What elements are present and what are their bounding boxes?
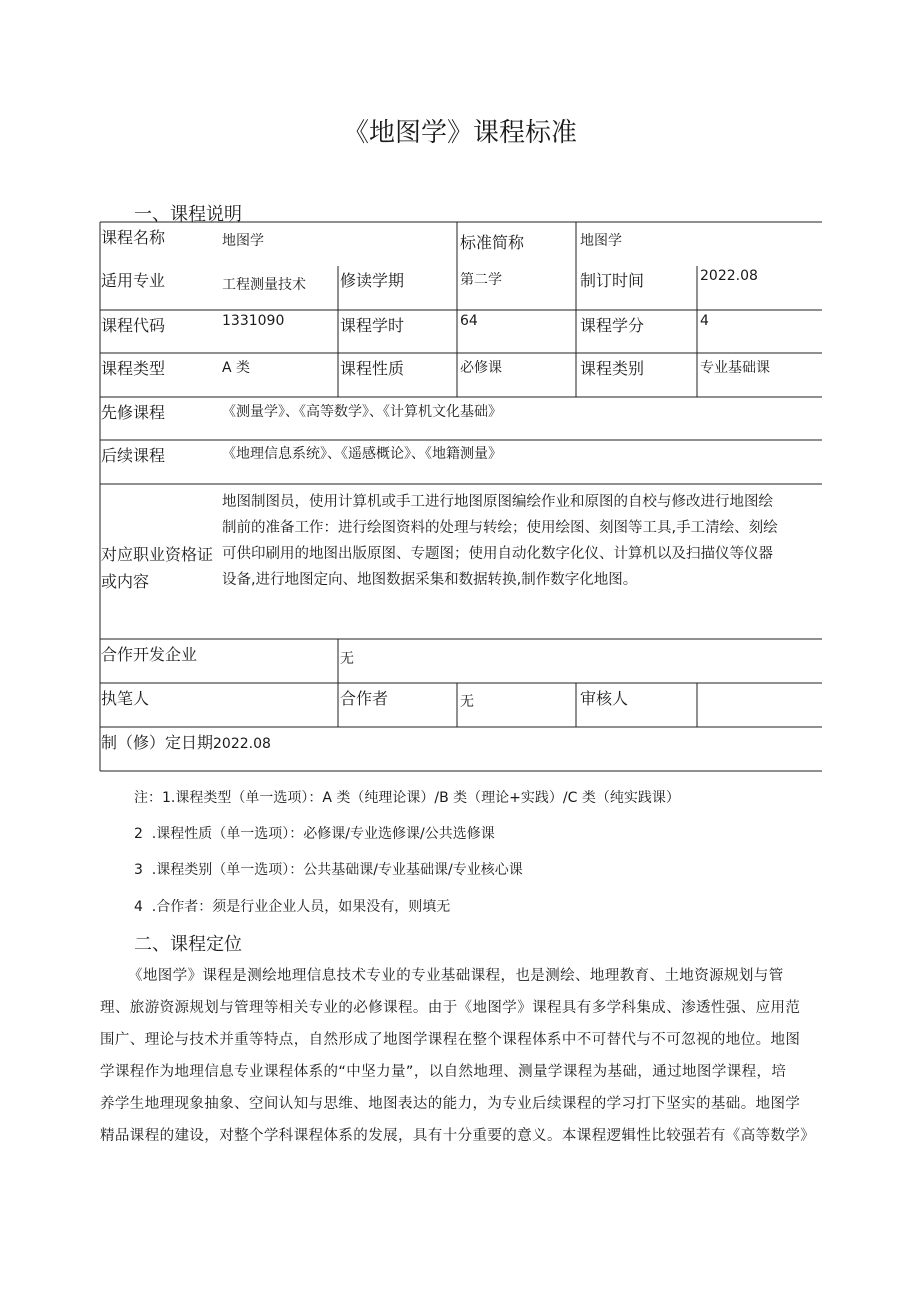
- note-item: 2 .课程性质（单一选项）：必修课/专业选修课/公共选修课: [134, 826, 495, 842]
- paragraph-line: 学课程作为地理信息专业课程体系的“中坚力量”，以自然地理、测量学课程为基础，通过地图学课程，培: [100, 1064, 787, 1080]
- label-made-time: 制订时间: [580, 271, 645, 290]
- label-author: 执笔人: [101, 689, 150, 708]
- label-certificate-line1: 对应职业资格证: [101, 545, 214, 564]
- value-follow-up: 《地理信息系统》、《遥感概论》、《地籍测量》: [222, 446, 502, 462]
- value-course-hours: 64: [460, 313, 478, 329]
- label-date: 制（修）定日期2022.08: [101, 733, 271, 752]
- paragraph-line: 理、旅游资源规划与管理等相关专业的必修课程。由于《地图学》课程具有多学科集成、渗透性强、应用范: [100, 1000, 801, 1016]
- note-item: 3 .课程类别（单一选项）：公共基础课/专业基础课/专业核心课: [134, 862, 523, 878]
- label-standard-short: 标准简称: [460, 233, 525, 252]
- label-partner-enterprise: 合作开发企业: [101, 645, 198, 664]
- value-course-code: 1331090: [222, 313, 285, 329]
- value-course-category: 专业基础课: [700, 360, 770, 376]
- label-course-name: 课程名称: [101, 228, 166, 247]
- label-follow-up: 后续课程: [101, 446, 166, 465]
- paragraph-line: 《地图学》课程是测绘地理信息技术专业的专业基础课程，也是测绘、地理教育、土地资源规划与管: [128, 968, 784, 984]
- value-prerequisite: 《测量学》、《高等数学》、《计算机文化基础》: [222, 404, 502, 420]
- value-collaborator: 无: [460, 694, 474, 710]
- label-course-type: 课程类型: [101, 359, 166, 378]
- label-major: 适用专业: [101, 271, 166, 290]
- certificate-line: 制前的准备工作：进行绘图资料的处理与转绘；使用绘图、刻图等工具,手工清绘、刻绘: [222, 520, 778, 536]
- note-item: 注：1.课程类型（单一选项）：A 类（纯理论课）/B 类（理论+实践）/C 类（纯实践课）: [134, 790, 680, 806]
- value-standard-short: 地图学: [580, 233, 622, 249]
- certificate-line: 设备,进行地图定向、地图数据采集和数据转换,制作数字化地图。: [222, 572, 638, 588]
- label-term: 修读学期: [340, 271, 405, 290]
- course-positioning-paragraph: [100, 960, 822, 1152]
- label-certificate-line2: 或内容: [101, 572, 150, 591]
- value-term: 第二学: [460, 272, 502, 288]
- value-date: 2022.08: [213, 736, 271, 752]
- label-reviewer: 审核人: [580, 689, 629, 708]
- section-heading-course-description: 一、课程说明: [134, 204, 242, 225]
- paragraph-line: 精品课程的建设，对整个学科课程体系的发展，具有十分重要的意义。本课程逻辑性比较强若有《高等数学》: [100, 1128, 816, 1144]
- value-made-time: 2022.08: [700, 268, 758, 284]
- value-certificate: [222, 489, 820, 593]
- paragraph-line: 围广、理论与技术并重等特点，自然形成了地图学课程在整个课程体系中不可替代与不可忽视的地位。地图: [100, 1032, 801, 1048]
- label-course-credit: 课程学分: [580, 316, 645, 335]
- value-major: 工程测量技术: [222, 277, 306, 293]
- section-heading-course-positioning: 二、课程定位: [134, 934, 242, 955]
- value-partner-enterprise: 无: [340, 651, 354, 667]
- label-course-code: 课程代码: [101, 316, 166, 335]
- note-item: 4 .合作者：须是行业企业人员，如果没有，则填无: [134, 899, 451, 915]
- label-prerequisite: 先修课程: [101, 403, 166, 422]
- label-course-category: 课程类别: [580, 359, 645, 378]
- value-course-type: A 类: [222, 360, 251, 376]
- label-course-hours: 课程学时: [340, 316, 405, 335]
- value-course-name: 地图学: [222, 233, 264, 249]
- value-course-credit: 4: [700, 313, 709, 329]
- certificate-line: 地图制图员，使用计算机或手工进行地图原图编绘作业和原图的自校与修改进行地图绘: [222, 494, 773, 510]
- certificate-line: 可供印刷用的地图出版原图、专题图；使用自动化数字化仪、计算机以及扫描仪等仪器: [222, 546, 773, 562]
- page-title: 《地图学》课程标准: [342, 118, 577, 148]
- label-course-nature: 课程性质: [340, 359, 405, 378]
- value-course-nature: 必修课: [460, 360, 502, 376]
- label-collaborator: 合作者: [340, 689, 389, 708]
- paragraph-line: 养学生地理现象抽象、空间认知与思维、地图表达的能力，为专业后续课程的学习打下坚实的基础。地图学: [100, 1096, 801, 1112]
